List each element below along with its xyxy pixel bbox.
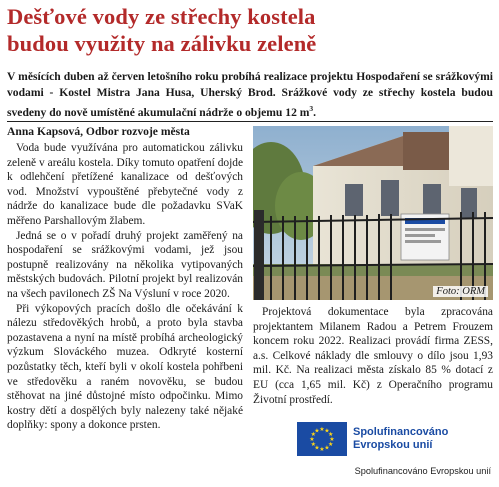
article-photo	[253, 126, 493, 300]
eu-star-icon: ★	[319, 447, 325, 453]
photo-credit: Foto: ORM	[433, 286, 488, 297]
eu-star-icon: ★	[319, 427, 325, 433]
lead-paragraph	[7, 69, 493, 120]
body-paragraph-4: Projektová dokumentace byla zpracována projektantem Milanem Radou a Petrem Frouzem koncem roku 2022. Realizaci provádí firma ZESS, a.s. Celkové náklady dle smlouvy o dílo jsou 1,93 mil. Kč. Na realizaci města získalo 85 % dotací z EU (cca 1,65 mil. Kč) z Operačního programu Životní prostředí.	[253, 306, 493, 406]
headline	[7, 3, 497, 57]
eu-logo-line-1: Spolufinancováno	[353, 426, 449, 438]
eu-logo-line-2: Evropskou unií	[353, 439, 433, 451]
headline-line-2: budou využity na zálivku zeleně	[7, 31, 317, 56]
eu-star-icon: ★	[314, 445, 320, 452]
body-paragraph-2: Jedná se o v pořadí druhý projekt zaměřený na hospodaření se srážkovými vodami, jež jsou postupně realizovány na několika vytipovaných městských budovách. Pilotní projekt byl realizován na všech pavilonech ZŠ Na Výsluní v roce 2020.	[7, 229, 243, 300]
lead-text-end: .	[313, 105, 317, 119]
eu-star-icon: ★	[327, 432, 334, 438]
eu-star-icon: ★	[324, 445, 330, 452]
eu-logo-text	[353, 426, 448, 452]
eu-star-icon: ★	[310, 442, 317, 448]
lead-superscript: 3	[309, 103, 314, 113]
eu-flag-icon	[297, 422, 347, 456]
eu-star-icon: ★	[327, 442, 334, 448]
body-paragraph-3: Při výkopových pracích došlo dle očekávání k nálezu středověkých hrobů, a proto byla stavba pozastavena a nyní na místě probíhá archeologický výzkum Slováckého muzea. Odkryté kosterní pozůstatky těch, kteří byli v okolí kostela pohřbeni ve středověku a raném novověku, se budou stěhovat na jiné důstojné místo odpočinku. Mimo kostry dětí a dospělých byly nalezeny také nějaké doplňky: spony a dokonce prsten.	[7, 302, 243, 432]
eu-star-icon: ★	[329, 437, 335, 443]
eu-caption: Spolufinancováno Evropskou unií	[354, 466, 491, 476]
body-paragraph-1: Voda bude využívána pro automatickou zálivku zeleně v areálu kostela. Díky tomuto opatření dojde k odlehčení přetížené kanalizace od dešťových vod. Množství vypouštěné přebytečné vody z nádrže do kanalizace bude dle požadavku SVaK měřeno Parshallovým žlabem.	[7, 142, 243, 227]
eu-star-icon: ★	[324, 428, 330, 435]
section-divider	[7, 121, 493, 122]
eu-star-icon: ★	[314, 428, 320, 435]
eu-logo	[297, 421, 449, 457]
left-column	[7, 124, 243, 433]
eu-star-icon: ★	[309, 437, 315, 443]
byline: Anna Kapsová, Odbor rozvoje města	[7, 125, 190, 138]
right-column	[253, 305, 493, 407]
headline-line-1: Dešťové vody ze střechy kostela	[7, 4, 316, 29]
church-fence-photo	[253, 126, 493, 300]
lead-text: V měsících duben až červen letošního roku probíhá realizace projektu Hospodaření se srážkovými vodami - Kostel Mistra Jana Husa, Uherský Brod. Srážkové vody ze střechy kostela budou svedeny do nově umístěné akumulační nádrže o objemu 12 m	[7, 70, 493, 119]
eu-star-icon: ★	[310, 432, 317, 438]
